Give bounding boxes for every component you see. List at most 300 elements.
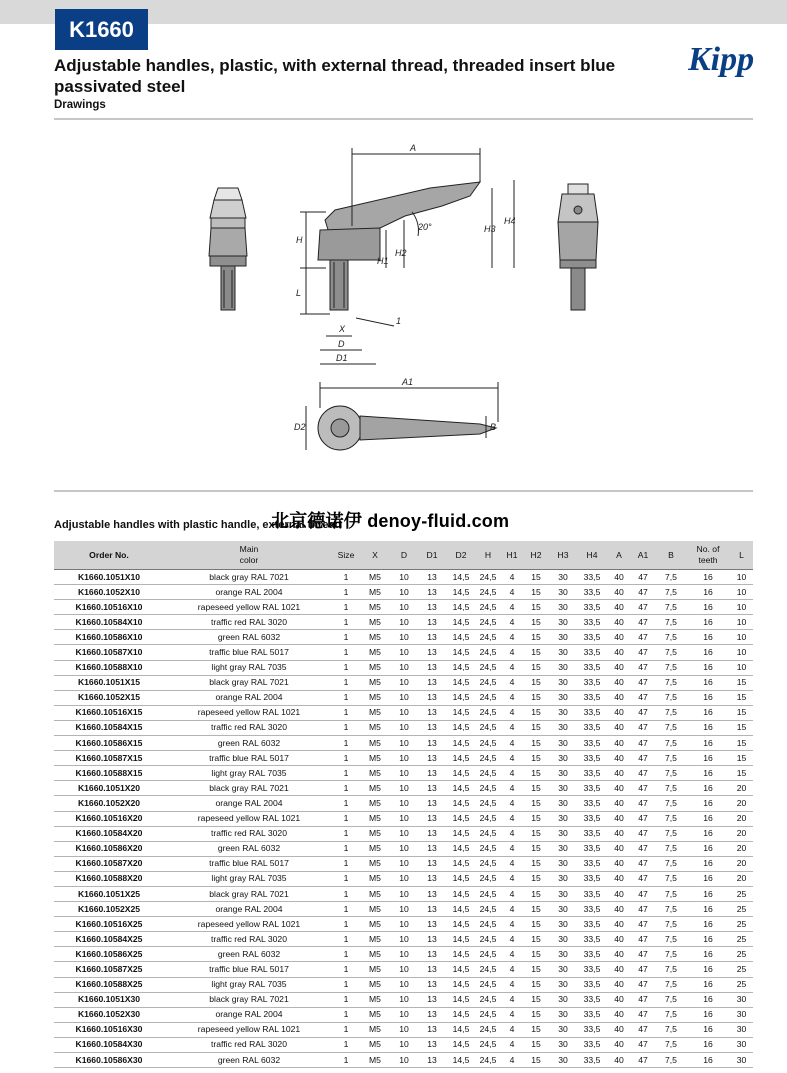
table-cell: 4 — [502, 796, 522, 811]
table-cell: M5 — [358, 1007, 392, 1022]
dim-label-h3: H3 — [484, 224, 496, 234]
table-cell: 4 — [502, 1007, 522, 1022]
table-cell: 4 — [502, 932, 522, 947]
table-cell: 16 — [686, 796, 730, 811]
dim-label-l: L — [296, 288, 302, 298]
dim-label-a: A — [410, 143, 417, 153]
order-number-cell: K1660.1052X15 — [54, 690, 164, 705]
column-header: No. of teeth — [686, 541, 730, 570]
table-cell: 30 — [550, 645, 576, 660]
table-cell: 15 — [522, 977, 550, 992]
table-cell: traffic red RAL 3020 — [164, 615, 334, 630]
table-cell: 13 — [416, 675, 448, 690]
table-cell: 16 — [686, 570, 730, 585]
table-cell: 10 — [392, 585, 416, 600]
column-header: H1 — [502, 541, 522, 570]
table-cell: 1 — [334, 766, 358, 781]
table-cell: 15 — [522, 856, 550, 871]
table-row — [54, 977, 753, 992]
table-cell: 4 — [502, 600, 522, 615]
table-cell: 24,5 — [474, 645, 502, 660]
front-view-left — [209, 188, 247, 310]
table-cell: 14,5 — [448, 781, 474, 796]
table-cell: 14,5 — [448, 796, 474, 811]
table-cell: 30 — [550, 871, 576, 886]
table-cell: 33,5 — [576, 962, 608, 977]
table-row — [54, 856, 753, 871]
table-cell: M5 — [358, 736, 392, 751]
table-cell: 16 — [686, 630, 730, 645]
table-cell: 10 — [392, 932, 416, 947]
table-cell: 10 — [392, 630, 416, 645]
table-cell: 13 — [416, 841, 448, 856]
table-cell: 7,5 — [656, 781, 686, 796]
dim-label-h4: H4 — [504, 216, 516, 226]
table-cell: 30 — [550, 720, 576, 735]
table-cell: 47 — [630, 917, 656, 932]
table-cell: 25 — [730, 886, 753, 901]
table-cell: 25 — [730, 977, 753, 992]
table-cell: 40 — [608, 781, 630, 796]
order-number-cell: K1660.10588X10 — [54, 660, 164, 675]
table-row — [54, 902, 753, 917]
order-number-cell: K1660.10584X30 — [54, 1037, 164, 1052]
table-cell: 10 — [730, 570, 753, 585]
table-cell: 24,5 — [474, 947, 502, 962]
table-cell: 4 — [502, 615, 522, 630]
table-cell: 7,5 — [656, 705, 686, 720]
table-cell: 4 — [502, 1022, 522, 1037]
table-cell: 14,5 — [448, 736, 474, 751]
table-cell: 33,5 — [576, 781, 608, 796]
column-header: H2 — [522, 541, 550, 570]
table-cell: 15 — [522, 932, 550, 947]
table-cell: 47 — [630, 690, 656, 705]
table-cell: 10 — [392, 751, 416, 766]
table-cell: 33,5 — [576, 932, 608, 947]
rear-view-right — [558, 184, 598, 310]
table-cell: 16 — [686, 886, 730, 901]
table-cell: 16 — [686, 992, 730, 1007]
column-header: Main color — [164, 541, 334, 570]
table-cell: 33,5 — [576, 705, 608, 720]
table-cell: 14,5 — [448, 690, 474, 705]
table-cell: 13 — [416, 992, 448, 1007]
table-cell: 30 — [550, 1037, 576, 1052]
table-cell: 40 — [608, 902, 630, 917]
table-cell: 1 — [334, 615, 358, 630]
table-cell: 24,5 — [474, 796, 502, 811]
table-cell: 40 — [608, 871, 630, 886]
table-cell: M5 — [358, 570, 392, 585]
table-cell: 15 — [522, 917, 550, 932]
drawing-divider — [54, 490, 753, 492]
table-cell: 1 — [334, 1022, 358, 1037]
product-code-badge — [55, 9, 148, 50]
dim-label-h1: H1 — [377, 256, 389, 266]
table-cell: 15 — [522, 826, 550, 841]
table-cell: 24,5 — [474, 811, 502, 826]
table-cell: 4 — [502, 736, 522, 751]
table-cell: 14,5 — [448, 871, 474, 886]
table-cell: 33,5 — [576, 871, 608, 886]
table-header-row — [54, 541, 753, 570]
table-cell: 33,5 — [576, 645, 608, 660]
table-cell: 10 — [392, 1037, 416, 1052]
table-cell: traffic red RAL 3020 — [164, 826, 334, 841]
table-cell: 1 — [334, 1037, 358, 1052]
table-cell: 1 — [334, 751, 358, 766]
order-number-cell: K1660.1052X25 — [54, 902, 164, 917]
table-cell: 33,5 — [576, 811, 608, 826]
table-cell: 15 — [730, 690, 753, 705]
table-cell: 10 — [392, 977, 416, 992]
table-cell: 14,5 — [448, 856, 474, 871]
table-cell: 30 — [550, 570, 576, 585]
table-row — [54, 841, 753, 856]
order-number-cell: K1660.10587X25 — [54, 962, 164, 977]
table-cell: 16 — [686, 660, 730, 675]
table-cell: 33,5 — [576, 902, 608, 917]
table-cell: 10 — [392, 600, 416, 615]
table-cell: 24,5 — [474, 690, 502, 705]
table-cell: 33,5 — [576, 690, 608, 705]
table-cell: 40 — [608, 675, 630, 690]
table-cell: traffic red RAL 3020 — [164, 932, 334, 947]
table-cell: 40 — [608, 841, 630, 856]
table-cell: 33,5 — [576, 992, 608, 1007]
page-title: Adjustable handles, plastic, with external thread, threaded insert blue passivated steel — [54, 56, 616, 96]
table-cell: 4 — [502, 645, 522, 660]
table-cell: 16 — [686, 917, 730, 932]
table-cell: 15 — [522, 660, 550, 675]
table-cell: 13 — [416, 690, 448, 705]
table-row — [54, 1022, 753, 1037]
table-cell: 25 — [730, 947, 753, 962]
table-cell: 10 — [392, 1007, 416, 1022]
table-cell: 30 — [550, 705, 576, 720]
table-cell: 16 — [686, 720, 730, 735]
table-cell: 7,5 — [656, 1037, 686, 1052]
table-cell: rapeseed yellow RAL 1021 — [164, 705, 334, 720]
table-cell: 47 — [630, 630, 656, 645]
column-header: D — [392, 541, 416, 570]
table-cell: 40 — [608, 811, 630, 826]
table-cell: 14,5 — [448, 645, 474, 660]
table-cell: 33,5 — [576, 1037, 608, 1052]
table-cell: 47 — [630, 615, 656, 630]
table-cell: 7,5 — [656, 841, 686, 856]
table-cell: 10 — [392, 902, 416, 917]
table-cell: 4 — [502, 630, 522, 645]
table-cell: M5 — [358, 645, 392, 660]
order-number-cell: K1660.10586X25 — [54, 947, 164, 962]
table-cell: light gray RAL 7035 — [164, 977, 334, 992]
table-cell: 14,5 — [448, 992, 474, 1007]
table-cell: 20 — [730, 841, 753, 856]
table-cell: 24,5 — [474, 1053, 502, 1068]
table-cell: 47 — [630, 720, 656, 735]
dim-label-b: B — [490, 422, 497, 432]
table-cell: 4 — [502, 871, 522, 886]
table-cell: 15 — [522, 630, 550, 645]
table-cell: 30 — [550, 1022, 576, 1037]
table-cell: 16 — [686, 826, 730, 841]
table-cell: 30 — [550, 766, 576, 781]
table-cell: 4 — [502, 690, 522, 705]
table-cell: 30 — [550, 902, 576, 917]
column-header: D1 — [416, 541, 448, 570]
table-cell: M5 — [358, 841, 392, 856]
dim-label-a1: A1 — [402, 377, 414, 387]
table-cell: 10 — [392, 826, 416, 841]
table-cell: 1 — [334, 600, 358, 615]
table-cell: 10 — [392, 811, 416, 826]
table-cell: 47 — [630, 962, 656, 977]
table-cell: 47 — [630, 947, 656, 962]
table-cell: 24,5 — [474, 615, 502, 630]
table-cell: 7,5 — [656, 675, 686, 690]
table-cell: 33,5 — [576, 947, 608, 962]
table-row — [54, 886, 753, 901]
order-number-cell: K1660.10516X10 — [54, 600, 164, 615]
table-cell: 15 — [730, 720, 753, 735]
table-cell: traffic blue RAL 5017 — [164, 751, 334, 766]
table-cell: 10 — [730, 615, 753, 630]
table-cell: orange RAL 2004 — [164, 690, 334, 705]
table-cell: 7,5 — [656, 796, 686, 811]
table-cell: 16 — [686, 1022, 730, 1037]
table-cell: 1 — [334, 902, 358, 917]
table-cell: 16 — [686, 856, 730, 871]
order-number-cell: K1660.1051X15 — [54, 675, 164, 690]
table-cell: 10 — [392, 886, 416, 901]
table-cell: 13 — [416, 1007, 448, 1022]
table-cell: 4 — [502, 781, 522, 796]
table-cell: 40 — [608, 1037, 630, 1052]
table-cell: 24,5 — [474, 630, 502, 645]
table-cell: 47 — [630, 570, 656, 585]
table-cell: 16 — [686, 690, 730, 705]
table-cell: 24,5 — [474, 585, 502, 600]
table-cell: 7,5 — [656, 1022, 686, 1037]
table-cell: 10 — [392, 962, 416, 977]
table-cell: 13 — [416, 871, 448, 886]
table-cell: 7,5 — [656, 645, 686, 660]
table-cell: 4 — [502, 917, 522, 932]
table-cell: 10 — [392, 871, 416, 886]
table-cell: 16 — [686, 585, 730, 600]
top-view — [306, 382, 498, 450]
table-cell: 10 — [730, 600, 753, 615]
table-cell: black gray RAL 7021 — [164, 886, 334, 901]
column-header: L — [730, 541, 753, 570]
table-row — [54, 917, 753, 932]
table-cell: 33,5 — [576, 1007, 608, 1022]
table-cell: 4 — [502, 902, 522, 917]
table-row — [54, 600, 753, 615]
table-cell: orange RAL 2004 — [164, 1007, 334, 1022]
table-cell: 16 — [686, 947, 730, 962]
table-cell: 14,5 — [448, 977, 474, 992]
table-cell: 24,5 — [474, 826, 502, 841]
table-cell: 15 — [522, 675, 550, 690]
table-cell: 40 — [608, 796, 630, 811]
order-number-cell: K1660.10584X15 — [54, 720, 164, 735]
table-cell: M5 — [358, 962, 392, 977]
table-row — [54, 766, 753, 781]
table-cell: 13 — [416, 826, 448, 841]
table-cell: 15 — [522, 811, 550, 826]
table-cell: 25 — [730, 932, 753, 947]
table-cell: 30 — [550, 826, 576, 841]
column-header: A — [608, 541, 630, 570]
order-number-cell: K1660.10588X15 — [54, 766, 164, 781]
dim-label-angle: 20° — [418, 222, 432, 232]
table-cell: 1 — [334, 871, 358, 886]
table-cell: 4 — [502, 720, 522, 735]
table-cell: 10 — [392, 1053, 416, 1068]
table-cell: 10 — [392, 766, 416, 781]
table-cell: 40 — [608, 977, 630, 992]
table-cell: M5 — [358, 871, 392, 886]
table-cell: 30 — [550, 977, 576, 992]
table-cell: 13 — [416, 796, 448, 811]
table-cell: 4 — [502, 705, 522, 720]
table-cell: 24,5 — [474, 962, 502, 977]
table-cell: 7,5 — [656, 1007, 686, 1022]
table-cell: 15 — [522, 962, 550, 977]
table-cell: 14,5 — [448, 751, 474, 766]
table-cell: 1 — [334, 736, 358, 751]
table-cell: 13 — [416, 600, 448, 615]
table-cell: 15 — [522, 766, 550, 781]
table-cell: 7,5 — [656, 947, 686, 962]
table-cell: 15 — [522, 615, 550, 630]
order-number-cell: K1660.10586X10 — [54, 630, 164, 645]
table-row — [54, 645, 753, 660]
table-cell: 16 — [686, 781, 730, 796]
table-cell: 13 — [416, 856, 448, 871]
table-cell: 33,5 — [576, 917, 608, 932]
table-cell: 7,5 — [656, 600, 686, 615]
table-cell: 13 — [416, 977, 448, 992]
table-cell: 1 — [334, 1007, 358, 1022]
table-cell: 33,5 — [576, 600, 608, 615]
table-cell: 1 — [334, 962, 358, 977]
table-cell: orange RAL 2004 — [164, 585, 334, 600]
table-cell: 47 — [630, 841, 656, 856]
table-cell: 1 — [334, 781, 358, 796]
table-cell: 33,5 — [576, 615, 608, 630]
table-cell: 30 — [550, 615, 576, 630]
table-cell: 33,5 — [576, 826, 608, 841]
order-number-cell: K1660.10586X15 — [54, 736, 164, 751]
column-header: A1 — [630, 541, 656, 570]
table-cell: 16 — [686, 977, 730, 992]
table-cell: 15 — [522, 600, 550, 615]
table-cell: 40 — [608, 751, 630, 766]
table-cell: 40 — [608, 645, 630, 660]
table-cell: 15 — [522, 585, 550, 600]
table-cell: 1 — [334, 977, 358, 992]
table-cell: 13 — [416, 570, 448, 585]
table-cell: 30 — [550, 841, 576, 856]
table-cell: 14,5 — [448, 720, 474, 735]
table-cell: 10 — [392, 781, 416, 796]
table-cell: 13 — [416, 736, 448, 751]
table-cell: 14,5 — [448, 705, 474, 720]
table-cell: 30 — [550, 1007, 576, 1022]
table-row — [54, 705, 753, 720]
table-cell: 1 — [334, 570, 358, 585]
column-header: X — [358, 541, 392, 570]
table-cell: 13 — [416, 932, 448, 947]
table-cell: M5 — [358, 856, 392, 871]
table-cell: black gray RAL 7021 — [164, 781, 334, 796]
order-number-cell: K1660.10516X25 — [54, 917, 164, 932]
table-cell: 30 — [730, 1053, 753, 1068]
table-cell: 4 — [502, 992, 522, 1007]
table-cell: 14,5 — [448, 675, 474, 690]
table-cell: traffic red RAL 3020 — [164, 720, 334, 735]
table-cell: 16 — [686, 1053, 730, 1068]
table-cell: 14,5 — [448, 630, 474, 645]
table-cell: 14,5 — [448, 600, 474, 615]
table-cell: 7,5 — [656, 977, 686, 992]
product-table — [54, 541, 753, 1068]
table-cell: 40 — [608, 630, 630, 645]
table-cell: 14,5 — [448, 660, 474, 675]
table-cell: 33,5 — [576, 1022, 608, 1037]
order-number-cell: K1660.10584X10 — [54, 615, 164, 630]
table-cell: 10 — [392, 917, 416, 932]
table-cell: 47 — [630, 977, 656, 992]
table-cell: 15 — [522, 947, 550, 962]
dim-label-d: D — [338, 339, 345, 349]
technical-drawing — [180, 140, 600, 460]
order-number-cell: K1660.1051X30 — [54, 992, 164, 1007]
table-cell: 33,5 — [576, 977, 608, 992]
order-number-cell: K1660.1051X25 — [54, 886, 164, 901]
table-row — [54, 932, 753, 947]
table-cell: 13 — [416, 720, 448, 735]
table-cell: 24,5 — [474, 660, 502, 675]
table-cell: 1 — [334, 932, 358, 947]
table-cell: 47 — [630, 1037, 656, 1052]
table-cell: 4 — [502, 766, 522, 781]
table-cell: 24,5 — [474, 781, 502, 796]
table-cell: 33,5 — [576, 585, 608, 600]
table-row — [54, 615, 753, 630]
table-cell: 30 — [550, 660, 576, 675]
table-cell: 13 — [416, 751, 448, 766]
table-cell: 33,5 — [576, 796, 608, 811]
table-cell: 10 — [392, 690, 416, 705]
table-cell: 7,5 — [656, 886, 686, 901]
table-cell: 47 — [630, 766, 656, 781]
table-cell: 10 — [392, 947, 416, 962]
table-cell: 30 — [550, 1053, 576, 1068]
table-cell: 4 — [502, 826, 522, 841]
table-cell: M5 — [358, 1053, 392, 1068]
table-cell: 10 — [392, 720, 416, 735]
table-cell: 7,5 — [656, 811, 686, 826]
table-row — [54, 736, 753, 751]
table-cell: 24,5 — [474, 992, 502, 1007]
table-row — [54, 675, 753, 690]
order-number-cell: K1660.10587X10 — [54, 645, 164, 660]
